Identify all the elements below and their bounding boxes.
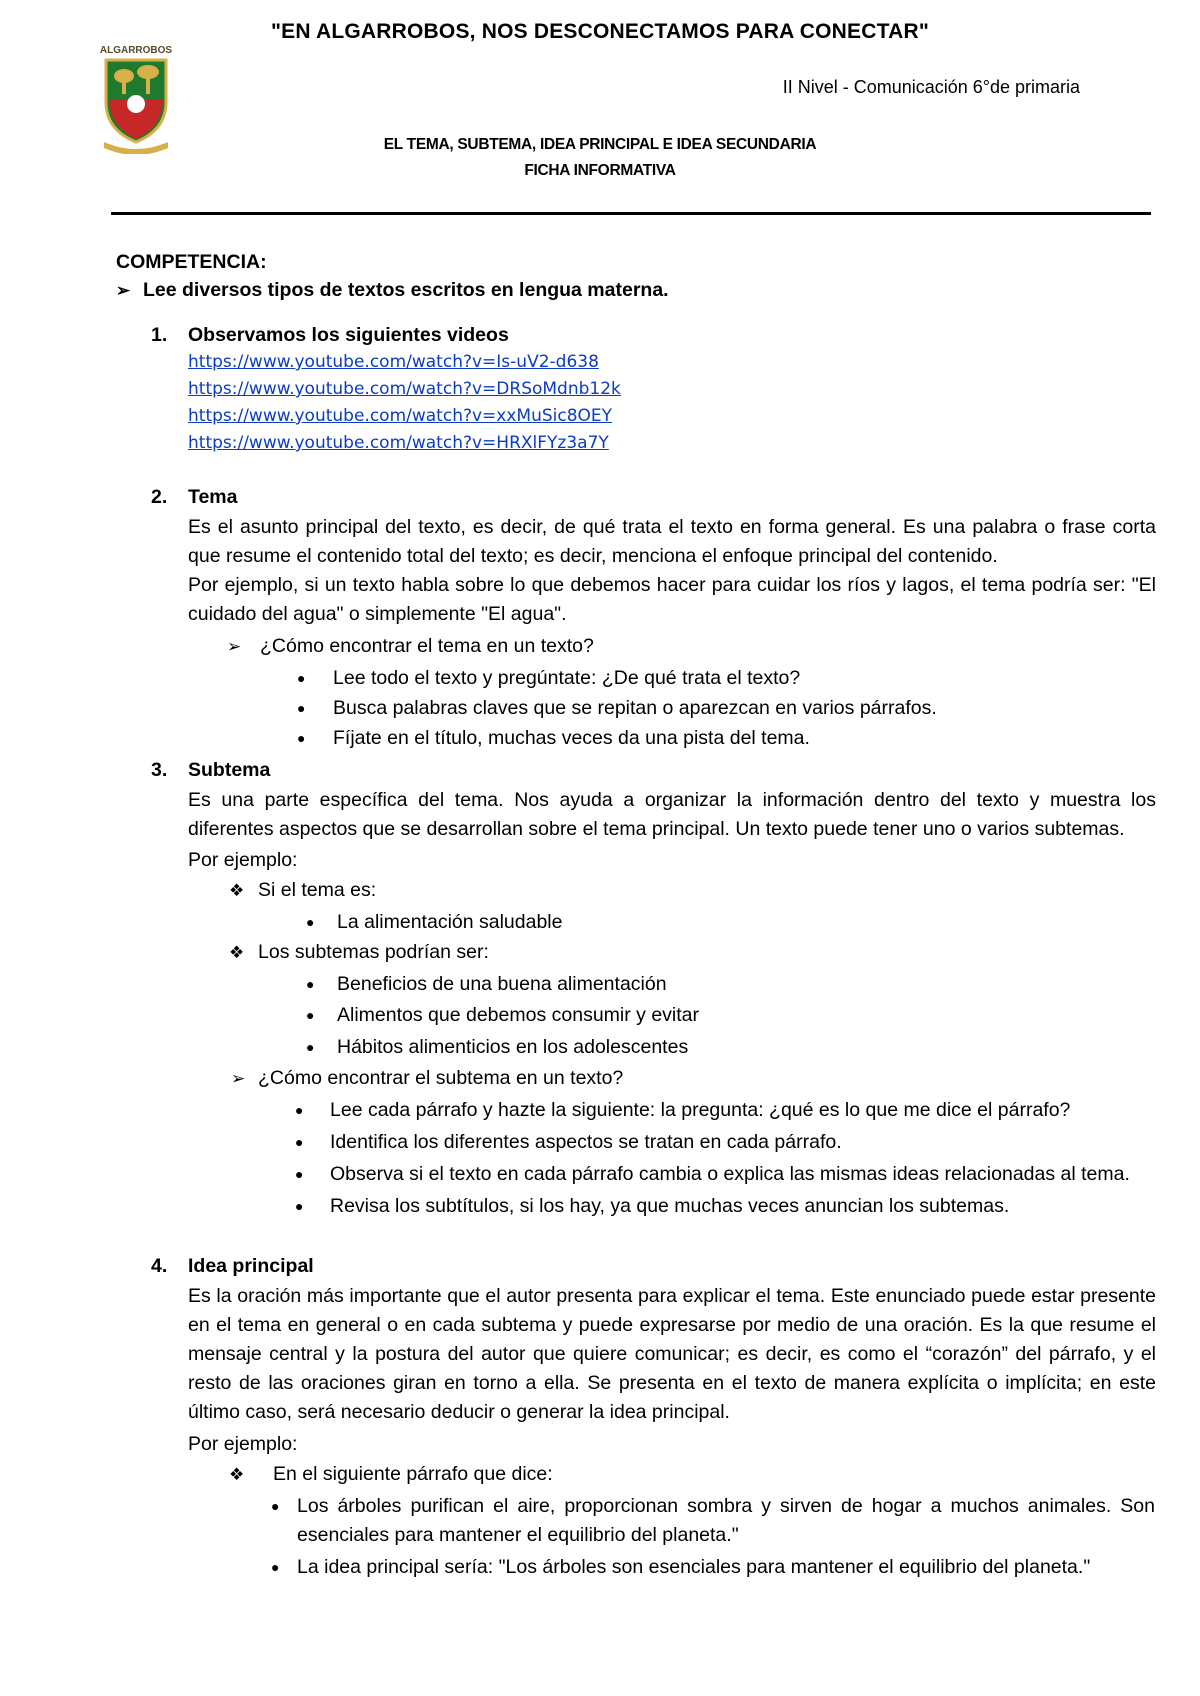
list-item: La alimentación saludable (337, 911, 563, 933)
tema-definition: Es el asunto principal del texto, es decir, de qué trata el texto en forma general. Es una palabra o frase corta que resume el contenido total del texto; es decir, menciona el enfoque principal del contenido. (188, 516, 1156, 567)
idea-principal-example-label: Por ejemplo: (188, 1433, 298, 1455)
round-bullet-icon: ● (297, 670, 306, 686)
list-item: La idea principal sería: "Los árboles son esenciales para mantener el equilibrio del planeta." (297, 1556, 1091, 1578)
four-diamond-bullet-icon: ❖ (229, 881, 245, 900)
arrowhead-bullet-icon: ➢ (231, 1069, 246, 1088)
video-link[interactable]: https://www.youtube.com/watch?v=DRSoMdnb12k (188, 379, 621, 399)
section-heading-subtema: Subtema (188, 759, 271, 781)
document-title: EL TEMA, SUBTEMA, IDEA PRINCIPAL E IDEA SECUNDARIA (383, 136, 817, 153)
list-item: Alimentos que debemos consumir y evitar (337, 1004, 699, 1026)
list-item: Revisa los subtítulos, si los hay, ya que muchas veces anuncian los subtemas. (330, 1195, 1010, 1217)
document-subtitle: FICHA INFORMATIVA (524, 162, 676, 179)
round-bullet-icon: ● (297, 730, 306, 746)
list-item: Fíjate en el título, muchas veces da una pista del tema. (333, 727, 810, 749)
round-bullet-icon: ● (295, 1134, 304, 1150)
logo-text: ALGARROBOS (99, 45, 173, 56)
list-item: Lee todo el texto y pregúntate: ¿De qué trata el texto? (333, 667, 801, 689)
school-motto: "EN ALGARROBOS, NOS DESCONECTAMOS PARA CONECTAR" (271, 20, 929, 43)
list-item: Beneficios de una buena alimentación (337, 973, 667, 995)
course-level: II Nivel - Comunicación 6°de primaria (782, 77, 1080, 97)
list-item: Observa si el texto en cada párrafo cambia o explica las mismas ideas relacionadas al tema. (330, 1163, 1130, 1185)
section-number: 4. (151, 1255, 168, 1277)
subtema-theme-intro: Si el tema es: (258, 879, 377, 901)
subtema-definition: Es una parte específica del tema. Nos ayuda a organizar la información dentro del texto y muestra los diferentes aspectos que se desarrollan sobre el tema principal. Un texto puede tener uno o varios subtemas. (188, 789, 1156, 840)
tema-question: ¿Cómo encontrar el tema en un texto? (260, 635, 594, 657)
round-bullet-icon: ● (306, 1007, 315, 1023)
subtema-question: ¿Cómo encontrar el subtema en un texto? (258, 1067, 624, 1089)
section-number: 2. (151, 486, 168, 508)
section-heading-idea-principal: Idea principal (188, 1255, 314, 1277)
round-bullet-icon: ● (295, 1102, 304, 1118)
list-item: Busca palabras claves que se repitan o aparezcan en varios párrafos. (333, 697, 937, 719)
tema-example: Por ejemplo, si un texto habla sobre lo que debemos hacer para cuidar los ríos y lagos, el tema podría ser: "El cuidado del agua" o simplemente "El agua". (188, 574, 1156, 625)
section-heading-videos: Observamos los siguientes videos (188, 324, 509, 346)
section-heading-tema: Tema (188, 486, 238, 508)
round-bullet-icon: ● (295, 1166, 304, 1182)
list-item: Hábitos alimenticios en los adolescentes (337, 1036, 689, 1058)
section-number: 1. (151, 324, 168, 346)
four-diamond-bullet-icon: ❖ (229, 943, 245, 962)
arrowhead-bullet-icon: ➢ (227, 637, 242, 656)
competencia-item: Lee diversos tipos de textos escritos en lengua materna. (143, 279, 669, 301)
list-item: Identifica los diferentes aspectos se tratan en cada párrafo. (330, 1131, 842, 1153)
section-number: 3. (151, 759, 168, 781)
video-link[interactable]: https://www.youtube.com/watch?v=xxMuSic8OEY (188, 406, 613, 426)
round-bullet-icon: ● (306, 914, 315, 930)
list-item: Lee cada párrafo y hazte la siguiente: la pregunta: ¿qué es lo que me dice el párrafo? (330, 1099, 1071, 1121)
list-item: Los árboles purifican el aire, proporcionan sombra y sirven de hogar a muchos animales. Son esenciales para mantener el equilibrio del planeta." (297, 1495, 1155, 1546)
four-diamond-bullet-icon: ❖ (229, 1465, 245, 1484)
round-bullet-icon: ● (271, 1498, 280, 1514)
header-divider (111, 212, 1151, 215)
subtema-example-label: Por ejemplo: (188, 849, 298, 871)
arrowhead-bullet-icon: ➢ (116, 281, 131, 300)
subtema-subthemes-intro: Los subtemas podrían ser: (258, 941, 489, 963)
round-bullet-icon: ● (297, 700, 306, 716)
round-bullet-icon: ● (306, 1039, 315, 1055)
video-link[interactable]: https://www.youtube.com/watch?v=Is-uV2-d638 (188, 352, 599, 372)
round-bullet-icon: ● (271, 1559, 280, 1575)
competencia-label: COMPETENCIA: (116, 251, 267, 273)
idea-principal-paragraph-intro: En el siguiente párrafo que dice: (273, 1463, 553, 1485)
round-bullet-icon: ● (306, 976, 315, 992)
round-bullet-icon: ● (295, 1198, 304, 1214)
video-link[interactable]: https://www.youtube.com/watch?v=HRXlFYz3a7Y (188, 433, 609, 453)
idea-principal-definition: Es la oración más importante que el autor presenta para explicar el tema. Este enunciado puede estar presente en el tema en general o en cada subtema y puede expresarse por medio de una oración. Es la que resume el mensaje central y la postura del autor que quiere comunicar; es decir, es como el “corazón” del párrafo, y el resto de las oraciones giran en torno a ella. Se presenta en el texto de manera explícita o implícita; en este último caso, será necesario deducir o generar la idea principal. (188, 1285, 1156, 1423)
